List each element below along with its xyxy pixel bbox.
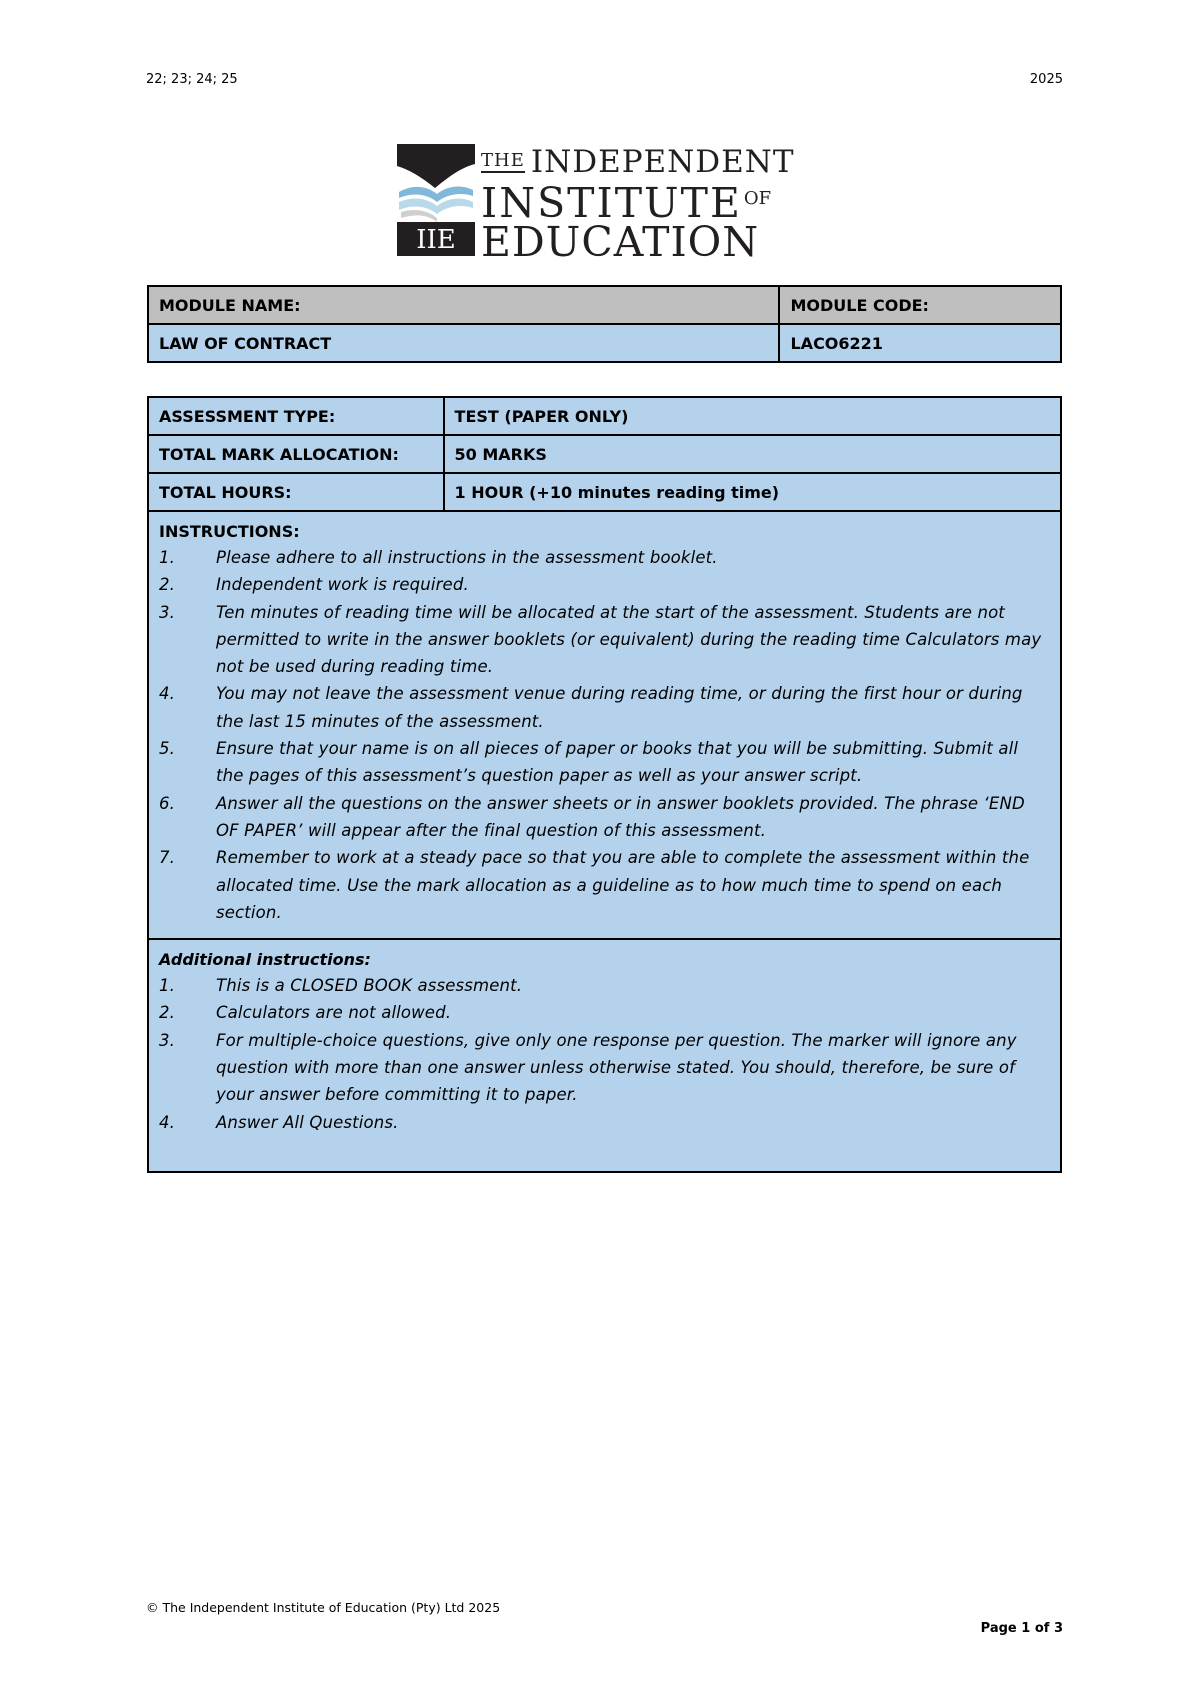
- instructions-list: [159, 544, 1050, 926]
- header-years: 22; 23; 24; 25: [146, 72, 238, 87]
- additional-instructions-section: [148, 939, 1061, 1172]
- logo-of: OF: [743, 188, 772, 209]
- instruction-text: Independent work is required.: [216, 575, 469, 595]
- instruction-item: [159, 571, 1050, 598]
- additional-item: [159, 1027, 1050, 1109]
- additional-text: Answer All Questions.: [216, 1112, 399, 1132]
- logo-independent: INDEPENDENT: [530, 144, 795, 180]
- logo-emblem: [397, 144, 475, 256]
- instructions-title: INSTRUCTIONS:: [159, 522, 300, 541]
- instruction-number: 4.: [159, 684, 176, 704]
- assessment-type-value: TEST (PAPER ONLY): [444, 397, 1061, 435]
- mark-allocation-value: 50 MARKS: [444, 435, 1061, 473]
- module-table: [147, 285, 1062, 363]
- instruction-item: [159, 680, 1050, 735]
- logo-wordmark: [481, 144, 811, 264]
- additional-instructions-list: [159, 972, 1050, 1136]
- instruction-number: 1.: [159, 548, 176, 567]
- instruction-number: 6.: [159, 793, 176, 813]
- additional-instructions-title: Additional instructions:: [159, 950, 371, 970]
- additional-text: For multiple-choice questions, give only one response per question. The marker will ignore any question with more than one answer unless otherwise stated. You should, therefore, be sure of your answer before committing it to paper.: [216, 1030, 1017, 1105]
- additional-text: Calculators are not allowed.: [216, 1003, 452, 1023]
- additional-number: 1.: [159, 976, 176, 996]
- module-name-value: LAW OF CONTRACT: [148, 324, 779, 362]
- header-year: 2025: [1029, 72, 1063, 87]
- instruction-item: [159, 844, 1050, 926]
- logo-education: EDUCATION: [481, 218, 760, 266]
- instruction-text: Ensure that your name is on all pieces of paper or books that you will be submitting. Submit all the pages of this assessment’s question paper as well as your answer script.: [216, 739, 1019, 786]
- module-name-label: MODULE NAME:: [148, 286, 779, 324]
- instruction-item: [159, 790, 1050, 845]
- instruction-text: Please adhere to all instructions in the assessment booklet.: [216, 548, 718, 567]
- instruction-text: Remember to work at a steady pace so that you are able to complete the assessment within the allocated time. Use the mark allocation as a guideline as to how much time to spend on each section.: [216, 848, 1030, 922]
- copyright-notice: © The Independent Institute of Education (Pty) Ltd 2025: [146, 1600, 501, 1615]
- instruction-item: [159, 599, 1050, 681]
- mark-allocation-label: TOTAL MARK ALLOCATION:: [148, 435, 444, 473]
- instruction-item: [159, 544, 1050, 571]
- additional-item: [159, 1109, 1050, 1136]
- logo-badge-text: IIE: [416, 225, 456, 255]
- instruction-number: 5.: [159, 739, 176, 759]
- module-code-label: MODULE CODE:: [779, 286, 1061, 324]
- total-hours-value: 1 HOUR (+10 minutes reading time): [444, 473, 1061, 511]
- instruction-number: 7.: [159, 848, 176, 868]
- additional-item: [159, 972, 1050, 999]
- additional-text: This is a CLOSED BOOK assessment.: [216, 976, 523, 996]
- instructions-section: [148, 511, 1061, 939]
- additional-number: 2.: [159, 1003, 176, 1023]
- additional-number: 4.: [159, 1112, 176, 1132]
- additional-item: [159, 999, 1050, 1026]
- page-number: Page 1 of 3: [980, 1621, 1063, 1636]
- additional-number: 3.: [159, 1030, 176, 1050]
- instruction-text: You may not leave the assessment venue during reading time, or during the first hour or during the last 15 minutes of the assessment.: [216, 684, 1023, 731]
- instruction-item: [159, 735, 1050, 790]
- assessment-table: [147, 396, 1062, 1173]
- iie-logo: [397, 144, 813, 266]
- instruction-number: 2.: [159, 575, 176, 595]
- logo-the: THE: [481, 150, 525, 171]
- assessment-type-label: ASSESSMENT TYPE:: [148, 397, 444, 435]
- instruction-number: 3.: [159, 602, 176, 622]
- instruction-text: Ten minutes of reading time will be allocated at the start of the assessment. Students are not permitted to write in the answer booklets (or equivalent) during the reading time Calculators may not be used during reading time.: [216, 602, 1042, 677]
- logo-institute: INSTITUTE: [481, 179, 742, 227]
- module-code-value: LACO6221: [779, 324, 1061, 362]
- total-hours-label: TOTAL HOURS:: [148, 473, 444, 511]
- instruction-text: Answer all the questions on the answer sheets or in answer booklets provided. The phrase ‘END OF PAPER’ will appear after the final question of this assessment.: [216, 793, 1025, 840]
